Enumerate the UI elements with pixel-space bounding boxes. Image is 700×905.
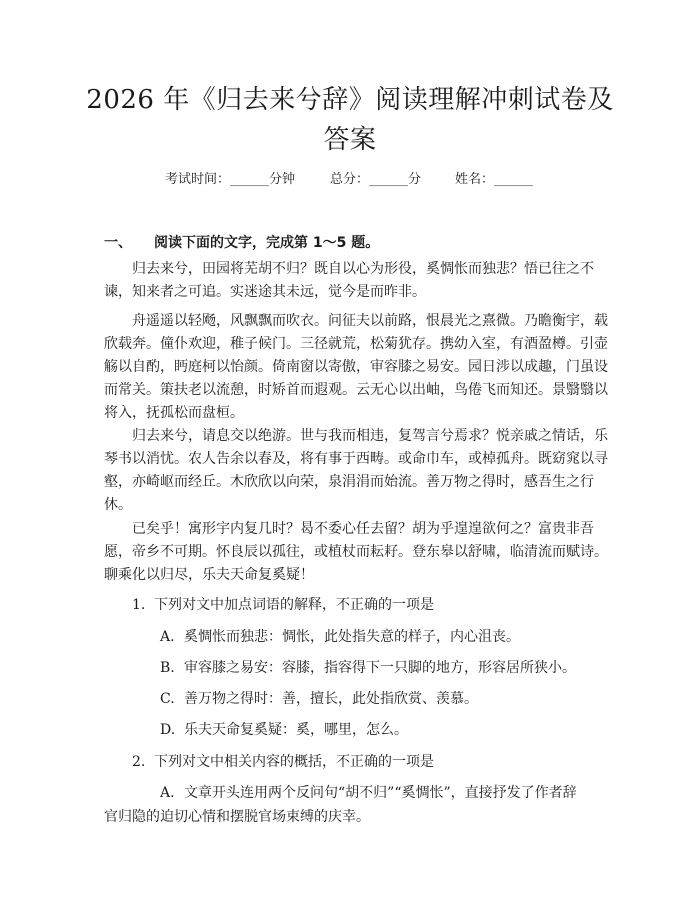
q1-option-d[interactable] [160, 719, 408, 739]
q1-option-a[interactable] [160, 626, 520, 646]
option-letter: D. [160, 722, 176, 738]
passage-paragraph-3 [104, 425, 608, 517]
q1-option-b[interactable] [160, 657, 576, 677]
exam-title [60, 80, 640, 160]
passage-line: 壑，亦崎岖而经丘。木欣欣以向荣，泉涓涓而始流。善万物之得时，感吾生之行 [104, 474, 594, 490]
passage-line: 愿，帝乡不可期。怀良辰以孤往，或植杖而耘耔。登东皋以舒啸，临清流而赋诗。 [104, 544, 608, 560]
q1-option-c[interactable] [160, 688, 478, 708]
option-text: 审容膝之易安：容膝，指容得下一只脚的地方，形容居所狭小。 [184, 660, 576, 676]
option-text: 乐夫天命复奚疑：奚，哪里，怎么。 [184, 722, 408, 738]
section-number: 一、 [104, 235, 132, 251]
question-1-stem [132, 594, 434, 614]
option-letter: B. [160, 660, 175, 676]
title-line-1: 2026 年《归去来兮辞》阅读理解冲刺试卷及 [86, 85, 614, 115]
passage-paragraph-1 [104, 258, 600, 304]
passage-line: 觞以自酌，眄庭柯以怡颜。倚南窗以寄傲，审容膝之易安。园日涉以成趣，门虽设 [104, 359, 608, 375]
question-text: 下列对文中相关内容的概括，不正确的一项是 [154, 754, 434, 770]
passage-line: 聊乘化以归尽，乐夫天命复奚疑！ [104, 567, 314, 583]
passage-paragraph-2 [104, 310, 608, 425]
passage-line: 欣载奔。僮仆欢迎，稚子候门。三径就荒，松菊犹存。携幼入室，有酒盈樽。引壶 [104, 336, 608, 352]
passage-line: 归去来兮，田园将芜胡不归？既自以心为形役，奚惆怅而独悲？悟已往之不 [132, 261, 594, 277]
option-letter: C. [160, 691, 175, 707]
q2-option-a[interactable] [104, 781, 577, 829]
passage-line: 归去来兮，请息交以绝游。世与我而相违，复驾言兮焉求？悦亲戚之情话，乐 [132, 428, 608, 444]
option-line-2: 官归隐的迫切心情和摆脱官场束缚的庆幸。 [104, 809, 370, 825]
title-line-2: 答案 [323, 125, 377, 155]
exam-total-score: 总分：______分 [330, 172, 422, 187]
section-instruction: 阅读下面的文字，完成第 1～5 题。 [154, 235, 380, 251]
passage-line: 休。 [104, 497, 132, 513]
option-text: 文章开头连用两个反问句“胡不归”“奚惆怅”，直接抒发了作者辞 [184, 785, 577, 801]
exam-time: 考试时间：______分钟 [165, 172, 296, 187]
passage-line: 舟遥遥以轻飏，风飘飘而吹衣。问征夫以前路，恨晨光之熹微。乃瞻衡宇，载 [132, 313, 608, 329]
question-number: 1. [132, 597, 146, 613]
option-text: 奚惆怅而独悲：惆怅，此处指失意的样子，内心沮丧。 [184, 629, 520, 645]
option-letter: A. [160, 629, 175, 645]
question-number: 2. [132, 754, 146, 770]
passage-line: 将入，抚孤松而盘桓。 [104, 405, 244, 421]
option-line-1 [104, 781, 577, 805]
option-letter: A. [160, 785, 175, 801]
question-text: 下列对文中加点词语的解释，不正确的一项是 [154, 597, 434, 613]
passage-line: 而常关。策扶老以流憩，时矫首而遐观。云无心以出岫，鸟倦飞而知还。景翳翳以 [104, 382, 608, 398]
passage-line: 琴书以消忧。农人告余以春及，将有事于西畴。或命巾车，或棹孤舟。既窈窕以寻 [104, 451, 608, 467]
passage-paragraph-4 [104, 518, 608, 587]
passage-line: 谏，知来者之可追。实迷途其未远，觉今是而昨非。 [104, 284, 426, 300]
question-2-stem [132, 751, 434, 771]
section-heading [104, 232, 379, 252]
option-text: 善万物之得时：善，擅长，此处指欣赏、羡慕。 [184, 691, 478, 707]
student-name: 姓名：______ [455, 172, 534, 187]
passage-line: 已矣乎！寓形宇内复几时？曷不委心任去留？胡为乎遑遑欲何之？富贵非吾 [132, 521, 594, 537]
